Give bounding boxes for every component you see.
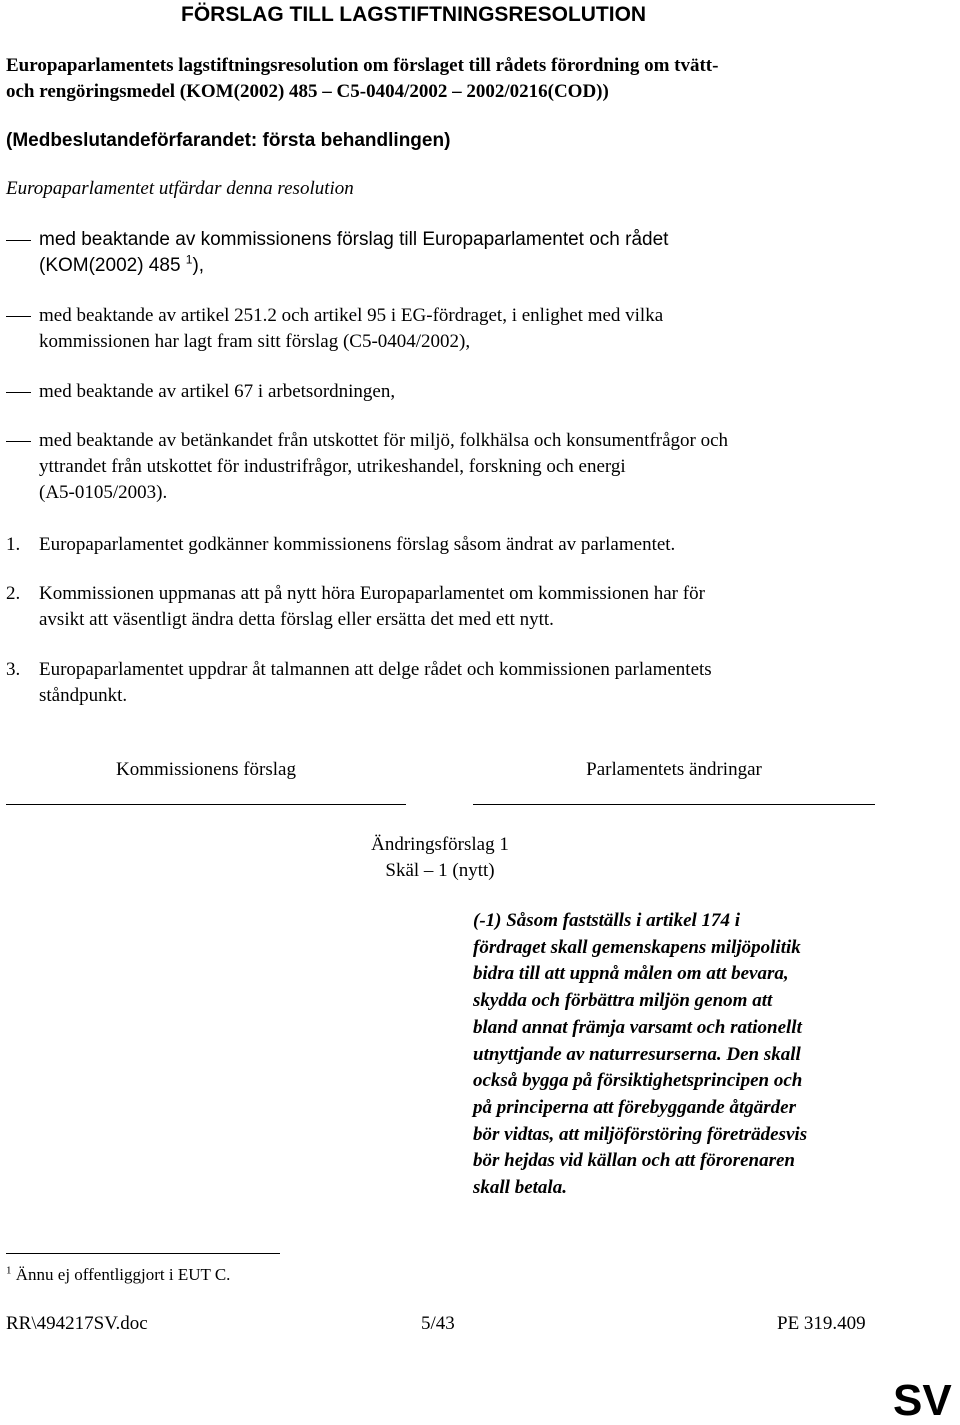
point-2-line-2: avsikt att väsentligt ändra detta förslag eller ersätta det med ett nytt. (39, 609, 554, 630)
footer-file: RR\494217SV.doc (6, 1313, 148, 1334)
amendment-text-line: skydda och förbättra miljön genom att (473, 990, 773, 1012)
intro-text: Europaparlamentet utfärdar denna resolution (6, 178, 354, 199)
amendment-text-line: (-1) Såsom fastställs i artikel 174 i (473, 910, 741, 931)
left-column-header: Kommissionens förslag (116, 759, 296, 780)
point-2-number: 2. (6, 583, 21, 604)
footer-reference: PE 319.409 (777, 1313, 866, 1334)
point-2-line-1: Kommissionen uppmanas att på nytt höra Europaparlamentet om kommissionen har för (39, 583, 705, 604)
citation-4-line-1: med beaktande av betänkandet från utskottet för miljö, folkhälsa och konsumentfrågor och (39, 430, 729, 451)
point-3-line-1: Europaparlamentet uppdrar åt talmannen att delge rådet och kommissionen parlamentets (39, 659, 712, 680)
footnote-text: Ännu ej offentliggjort i EUT C. (15, 1265, 231, 1284)
amendment-subtitle: Skäl – 1 (nytt) (385, 860, 495, 881)
language-code: SV (893, 1376, 952, 1425)
right-column-header: Parlamentets ändringar (586, 759, 762, 780)
citation-1-ref-end: ), (192, 255, 205, 276)
amendment-text-line: på principerna att förebyggande åtgärder (473, 1096, 796, 1118)
amendment-text-line: utnyttjande av naturresurserna. Den skall (473, 1043, 801, 1065)
citation-4-line-3: (A5-0105/2003). (39, 482, 168, 503)
resolution-heading-line-2: och rengöringsmedel (KOM(2002) 485 – C5-0404/2002 – 2002/0216(COD)) (6, 81, 609, 102)
amendment-text (473, 908, 807, 1202)
footnote (6, 1264, 230, 1286)
amendment-text-line: bör hejdas vid källan och att förorenaren (473, 1150, 795, 1172)
point-1-text: Europaparlamentet godkänner kommissionens förslag såsom ändrat av parlamentet. (39, 534, 676, 555)
amendment-title: Ändringsförslag 1 (371, 834, 509, 855)
point-3-number: 3. (6, 659, 21, 680)
document-title: FÖRSLAG TILL LAGSTIFTNINGSRESOLUTION (181, 3, 647, 26)
footnote-number: 1 (6, 1264, 12, 1277)
citation-dash (6, 441, 31, 442)
point-3-line-2: ståndpunkt. (39, 685, 128, 706)
left-column-rule (6, 804, 406, 805)
right-column-rule (473, 804, 875, 805)
footnote-reference: 1 (185, 252, 193, 267)
resolution-heading-line-1: Europaparlamentets lagstiftningsresolution om förslaget till rådets förordning om tvätt- (6, 55, 719, 76)
footer-page: 5/43 (421, 1313, 455, 1334)
citation-dash (6, 392, 31, 393)
amendment-text-line: också bygga på försiktighetsprincipen och (473, 1070, 803, 1092)
amendment-text-line: bland annat främja varsamt och rationellt (473, 1016, 802, 1038)
citation-3-line-1: med beaktande av artikel 67 i arbetsordningen, (39, 381, 396, 402)
citation-1-line-2 (39, 253, 204, 279)
citation-2-line-2: kommissionen har lagt fram sitt förslag (C5-0404/2002), (39, 331, 471, 352)
amendment-text-line: bidra till att uppnå målen om att bevara, (473, 963, 789, 985)
point-1-number: 1. (6, 534, 21, 555)
footnote-separator (6, 1253, 280, 1254)
procedure-label: (Medbeslutandeförfarandet: första behandlingen) (6, 130, 451, 151)
amendment-text-line: fördraget skall gemenskapens miljöpolitik (473, 936, 801, 958)
amendment-text-line: bör vidtas, att miljöförstöring företrädesvis (473, 1123, 808, 1145)
citation-1-line-1: med beaktande av kommissionens förslag till Europaparlamentet och rådet (39, 229, 669, 250)
citation-1-ref: (KOM(2002) 485 (39, 255, 181, 276)
citation-dash (6, 316, 31, 317)
amendment-text-line: skall betala. (473, 1177, 567, 1199)
citation-dash (6, 240, 31, 241)
citation-4-line-2: yttrandet från utskottet för industrifrågor, utrikeshandel, forskning och energi (39, 456, 626, 477)
citation-2-line-1: med beaktande av artikel 251.2 och artikel 95 i EG-fördraget, i enlighet med vilka (39, 305, 664, 326)
